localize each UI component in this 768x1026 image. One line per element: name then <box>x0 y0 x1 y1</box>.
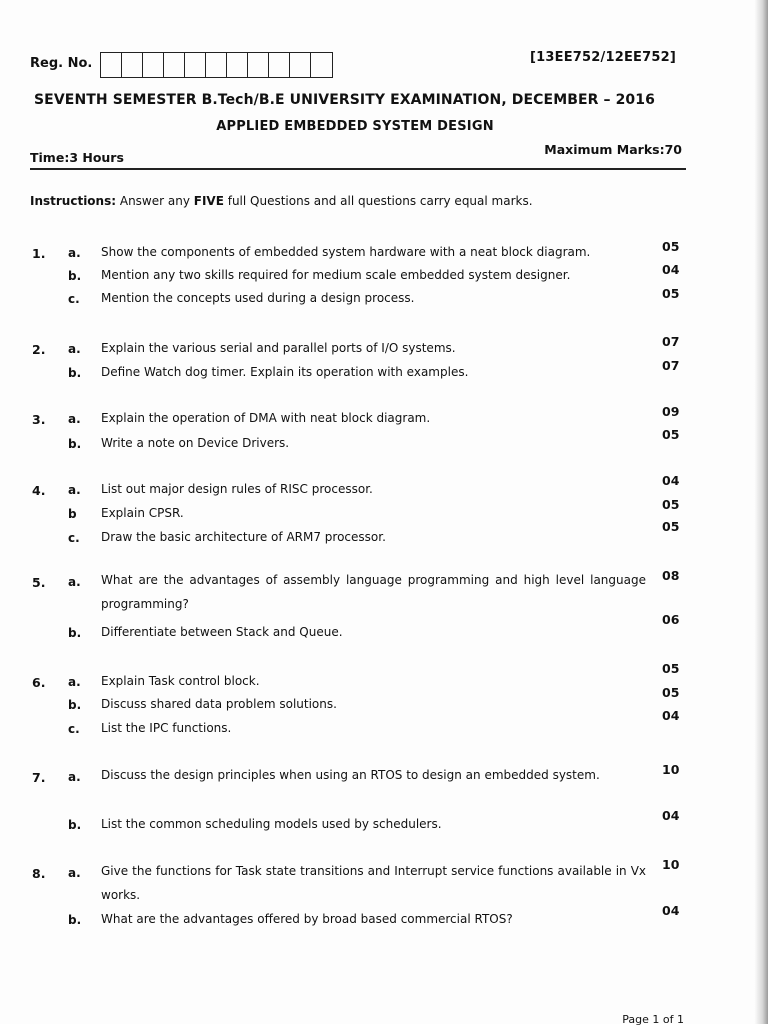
instructions-emphasis: FIVE <box>193 194 224 208</box>
part-marks: 09 <box>662 404 680 419</box>
instructions <box>30 194 533 208</box>
question-number: 3. <box>32 412 46 427</box>
course-code: [13EE752/12EE752] <box>529 50 676 65</box>
reg-no-box <box>164 53 185 77</box>
reg-no-box <box>206 53 227 77</box>
part-text: Mention the concepts used during a design process. <box>101 291 415 305</box>
reg-no-box <box>290 53 311 77</box>
part-marks: 04 <box>662 708 680 723</box>
reg-no-box <box>248 53 269 77</box>
scan-edge-shadow <box>754 0 768 1024</box>
part-marks: 04 <box>662 903 680 918</box>
part-text: List out major design rules of RISC processor. <box>101 482 373 496</box>
part-label: b <box>68 507 77 521</box>
reg-no-box <box>122 53 143 77</box>
reg-no-boxes[interactable] <box>100 52 333 78</box>
part-marks: 08 <box>662 568 680 583</box>
question-number: 4. <box>32 483 46 498</box>
reg-no-box <box>101 53 122 77</box>
reg-no-box <box>185 53 206 77</box>
part-text: Discuss the design principles when using an RTOS to design an embedded system. <box>101 768 600 782</box>
part-label: b. <box>68 437 82 451</box>
part-text: Write a note on Device Drivers. <box>101 436 290 450</box>
reg-no-box <box>269 53 290 77</box>
question-number: 6. <box>32 675 46 690</box>
part-text: Explain CPSR. <box>101 506 184 520</box>
part-marks: 05 <box>662 661 680 676</box>
maximum-marks: Maximum Marks:70 <box>544 142 682 157</box>
part-text: Differentiate between Stack and Queue. <box>101 625 343 639</box>
part-marks: 04 <box>662 262 680 277</box>
part-label: b. <box>68 366 82 380</box>
part-text: Define Watch dog timer. Explain its operation with examples. <box>101 365 469 379</box>
question-number: 5. <box>32 575 46 590</box>
part-label: a. <box>68 412 81 426</box>
part-marks: 10 <box>662 857 680 872</box>
part-label: b. <box>68 269 82 283</box>
page-number: Page 1 of 1 <box>622 1013 684 1026</box>
part-label: b. <box>68 818 82 832</box>
part-text: Explain the various serial and parallel ports of I/O systems. <box>101 341 456 355</box>
question-number: 2. <box>32 342 46 357</box>
part-text: Draw the basic architecture of ARM7 processor. <box>101 530 386 544</box>
part-label: a. <box>68 675 81 689</box>
part-label: c. <box>68 531 80 545</box>
exam-duration: Time:3 Hours <box>30 150 124 165</box>
part-label: a. <box>68 246 81 260</box>
part-label: b. <box>68 626 82 640</box>
part-label: a. <box>68 342 81 356</box>
part-marks: 05 <box>662 685 680 700</box>
reg-no-label: Reg. No. <box>30 56 93 71</box>
part-marks: 07 <box>662 358 680 373</box>
instructions-text-after: full Questions and all questions carry equal marks. <box>223 194 533 208</box>
part-label: b. <box>68 913 82 927</box>
part-marks: 05 <box>662 497 680 512</box>
part-label: a. <box>68 866 81 880</box>
part-marks: 05 <box>662 427 680 442</box>
part-text: Discuss shared data problem solutions. <box>101 697 337 711</box>
part-label: a. <box>68 575 81 589</box>
instructions-label: Instructions: <box>30 194 117 208</box>
part-label: c. <box>68 722 80 736</box>
part-text: List the common scheduling models used by schedulers. <box>101 817 442 831</box>
instructions-text-before: Answer any <box>116 194 194 208</box>
question-number: 1. <box>32 246 46 261</box>
part-label: b. <box>68 698 82 712</box>
question-number: 8. <box>32 866 46 881</box>
part-label: a. <box>68 770 81 784</box>
part-text: Mention any two skills required for medium scale embedded system designer. <box>101 268 571 282</box>
subject-title: APPLIED EMBEDDED SYSTEM DESIGN <box>216 119 494 134</box>
part-marks: 06 <box>662 612 680 627</box>
part-text: What are the advantages of assembly language programming and high level language programming? <box>101 573 646 611</box>
part-marks: 05 <box>662 239 680 254</box>
part-text: Explain Task control block. <box>101 674 260 688</box>
part-label: a. <box>68 483 81 497</box>
part-marks: 04 <box>662 473 680 488</box>
header-divider <box>30 168 686 170</box>
part-text: Explain the operation of DMA with neat block diagram. <box>101 411 431 425</box>
part-marks: 05 <box>662 519 680 534</box>
part-text: Show the components of embedded system hardware with a neat block diagram. <box>101 245 591 259</box>
part-text: Give the functions for Task state transitions and Interrupt service functions available in Vx works. <box>101 864 646 902</box>
part-text: What are the advantages offered by broad based commercial RTOS? <box>101 912 513 926</box>
part-marks: 07 <box>662 334 680 349</box>
reg-no-box <box>227 53 248 77</box>
reg-no-box <box>311 53 332 77</box>
exam-heading: SEVENTH SEMESTER B.Tech/B.E UNIVERSITY EXAMINATION, DECEMBER – 2016 <box>34 92 655 108</box>
part-text: List the IPC functions. <box>101 721 232 735</box>
part-marks: 10 <box>662 762 680 777</box>
question-number: 7. <box>32 770 46 785</box>
part-marks: 05 <box>662 286 680 301</box>
part-marks: 04 <box>662 808 680 823</box>
reg-no-box <box>143 53 164 77</box>
part-label: c. <box>68 292 80 306</box>
